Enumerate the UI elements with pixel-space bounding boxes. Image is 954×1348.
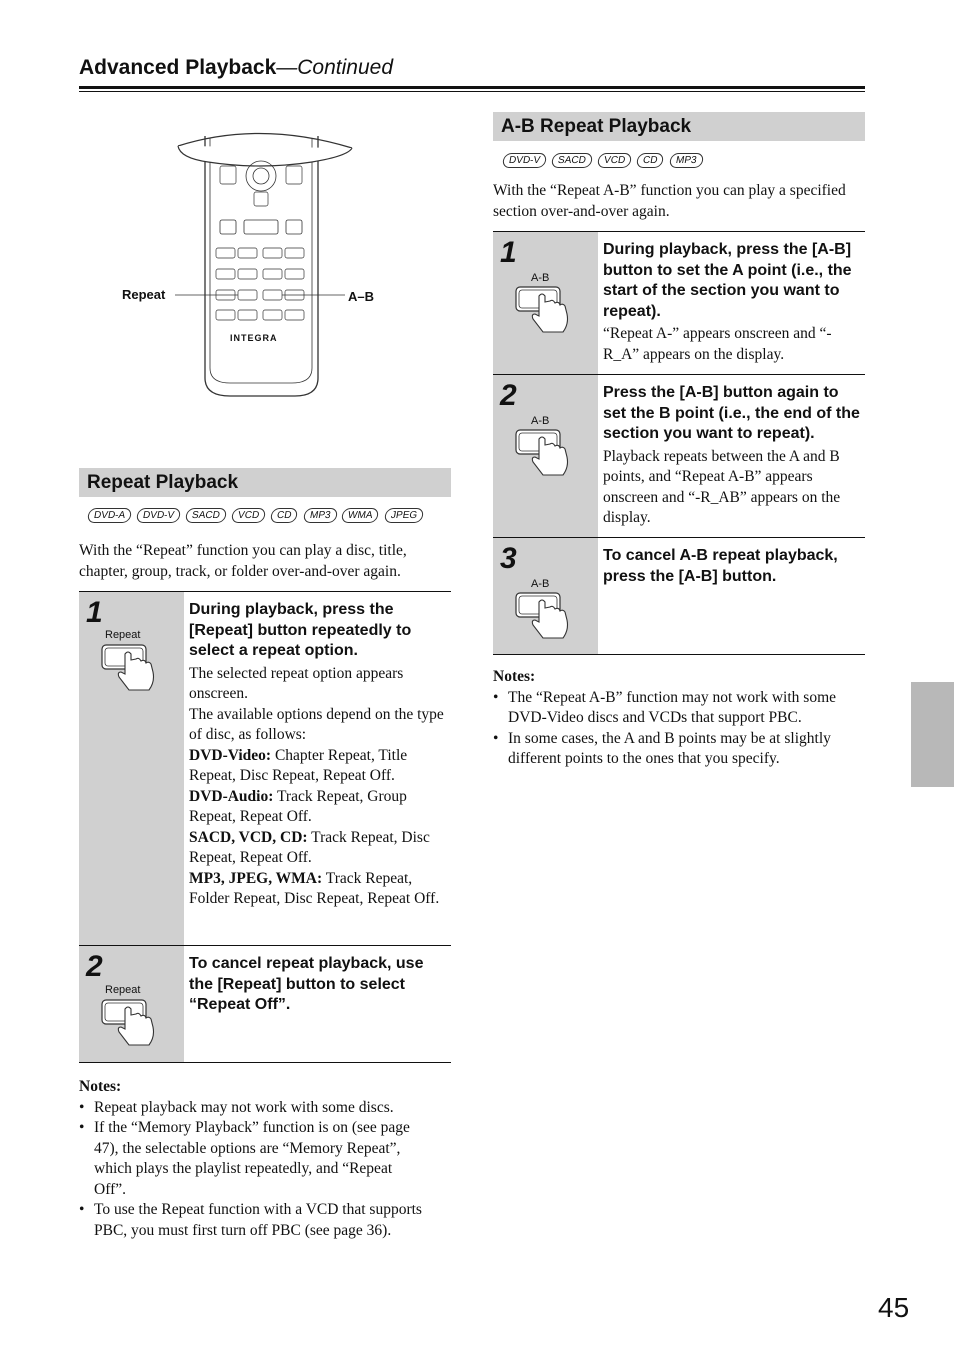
repeat-steps bbox=[79, 591, 451, 1063]
step-heading: During playback, press the [Repeat] button repeatedly to select a repeat option. bbox=[189, 601, 412, 659]
remote-illustration bbox=[120, 128, 390, 403]
header-rule bbox=[79, 86, 865, 89]
press-button-icon bbox=[515, 590, 577, 642]
remote-control-icon bbox=[120, 128, 390, 403]
note-item: • In some cases, the A and B points may be at slightly different points to the ones that you specify. bbox=[493, 729, 865, 770]
step-sidebar bbox=[493, 538, 598, 654]
ab-step-1 bbox=[493, 232, 865, 375]
header-continued: —Continued bbox=[276, 56, 394, 79]
repeat-section-title: Repeat Playback bbox=[79, 468, 451, 497]
notes-title: Notes: bbox=[493, 668, 536, 685]
ab-step-3 bbox=[493, 538, 865, 654]
page-number: 45 bbox=[878, 1292, 910, 1323]
ab-button-label: A-B bbox=[531, 272, 550, 284]
press-button-icon bbox=[515, 284, 577, 336]
remote-repeat-label: Repeat bbox=[122, 287, 166, 302]
step-content bbox=[598, 375, 865, 537]
badge-cd: CD bbox=[270, 508, 299, 523]
step-sidebar bbox=[493, 375, 598, 537]
ab-intro: With the “Repeat A-B” function you can play a specified section over-and-over again. bbox=[493, 182, 846, 220]
step-heading: Press the [A-B] button again to set the B point (i.e., the end of the section you want to repeat). bbox=[603, 384, 860, 442]
page-header bbox=[79, 56, 393, 80]
press-button-icon bbox=[101, 642, 163, 694]
badge-sacd: SACD bbox=[551, 153, 593, 168]
badge-cd: CD bbox=[636, 153, 665, 168]
badge-sacd: SACD bbox=[185, 508, 227, 523]
remote-brand: INTEGRA bbox=[230, 333, 278, 343]
ab-button-label: A-B bbox=[531, 415, 550, 427]
press-button-icon bbox=[515, 427, 577, 479]
repeat-button-label: Repeat bbox=[105, 629, 141, 641]
step-sidebar bbox=[493, 232, 598, 374]
step-number: 3 bbox=[500, 542, 517, 575]
step-text: Playback repeats between the A and B points, and “Repeat A-B” appears onscreen and “-R_AB” appears on the display. bbox=[603, 447, 841, 526]
step-content bbox=[598, 538, 865, 654]
ab-disc-badges bbox=[503, 153, 702, 168]
note-item: • Repeat playback may not work with some discs. bbox=[79, 1098, 451, 1119]
repeat-step-1 bbox=[79, 592, 451, 946]
badge-dvd-a: DVD-A bbox=[87, 508, 133, 523]
section-tab bbox=[911, 682, 954, 787]
repeat-intro: With the “Repeat” function you can play a disc, title, chapter, group, track, or folder over-and-over again. bbox=[79, 542, 407, 580]
repeat-step-2 bbox=[79, 946, 451, 1062]
step-content bbox=[184, 946, 451, 1062]
step-text: The selected repeat option appears onscreen. bbox=[189, 664, 404, 702]
step-content bbox=[184, 592, 451, 945]
badge-jpeg: JPEG bbox=[383, 508, 424, 523]
option-dvd-video: DVD-Video: Chapter Repeat, Title Repeat, Disc Repeat, Repeat Off. bbox=[189, 746, 408, 784]
badge-mp3: MP3 bbox=[668, 153, 703, 168]
badge-mp3: MP3 bbox=[302, 508, 337, 523]
badge-dvd-v: DVD-V bbox=[136, 508, 182, 523]
note-item: • The “Repeat A-B” function may not work with some DVD-Video discs and VCDs that support PBC. bbox=[493, 688, 865, 729]
step-number: 1 bbox=[86, 596, 103, 629]
step-number: 1 bbox=[500, 236, 517, 269]
step-heading: To cancel repeat playback, use the [Repeat] button to select “Repeat Off”. bbox=[189, 955, 424, 1013]
badge-dvd-v: DVD-V bbox=[502, 153, 548, 168]
badge-vcd: VCD bbox=[597, 153, 633, 168]
notes-title: Notes: bbox=[79, 1078, 122, 1095]
repeat-notes bbox=[79, 1077, 451, 1241]
step-text: The available options depend on the type of disc, as follows: bbox=[189, 705, 444, 743]
ab-steps bbox=[493, 231, 865, 655]
ab-step-2 bbox=[493, 375, 865, 538]
note-item: • To use the Repeat function with a VCD that supports PBC, you must first turn off PBC (see page 36). bbox=[79, 1200, 451, 1241]
step-number: 2 bbox=[500, 379, 517, 412]
step-text: “Repeat A-” appears onscreen and “-R_A” appears on the display. bbox=[603, 325, 832, 363]
step-number: 2 bbox=[86, 950, 103, 983]
step-sidebar bbox=[79, 946, 184, 1062]
option-sacd-vcd-cd: SACD, VCD, CD: Track Repeat, Disc Repeat, Repeat Off. bbox=[189, 828, 430, 866]
step-content bbox=[598, 232, 865, 374]
header-rule-thin bbox=[79, 91, 865, 92]
option-mp3-jpeg-wma: MP3, JPEG, WMA: Track Repeat, Folder Repeat, Disc Repeat, Repeat Off. bbox=[189, 869, 440, 907]
repeat-disc-badges bbox=[88, 508, 423, 523]
ab-button-label: A-B bbox=[531, 578, 550, 590]
option-dvd-audio: DVD-Audio: Track Repeat, Group Repeat, Repeat Off. bbox=[189, 787, 407, 825]
remote-ab-label: A–B bbox=[348, 289, 375, 304]
repeat-button-label: Repeat bbox=[105, 984, 141, 996]
note-item: • If the “Memory Playback” function is on (see page 47), the selectable options are “Memory Repeat”, which plays the playlist repeatedly, and “Repeat Off”. bbox=[79, 1118, 424, 1200]
step-heading: During playback, press the [A-B] button to set the A point (i.e., the start of the section you want to repeat). bbox=[603, 241, 852, 320]
badge-vcd: VCD bbox=[231, 508, 267, 523]
header-title: Advanced Playback bbox=[79, 56, 277, 79]
badge-wma: WMA bbox=[341, 508, 380, 523]
press-button-icon bbox=[101, 997, 163, 1049]
ab-notes bbox=[493, 667, 865, 770]
step-heading: To cancel A-B repeat playback, press the [A-B] button. bbox=[603, 547, 838, 585]
step-sidebar bbox=[79, 592, 184, 945]
ab-section-title: A-B Repeat Playback bbox=[493, 112, 865, 141]
